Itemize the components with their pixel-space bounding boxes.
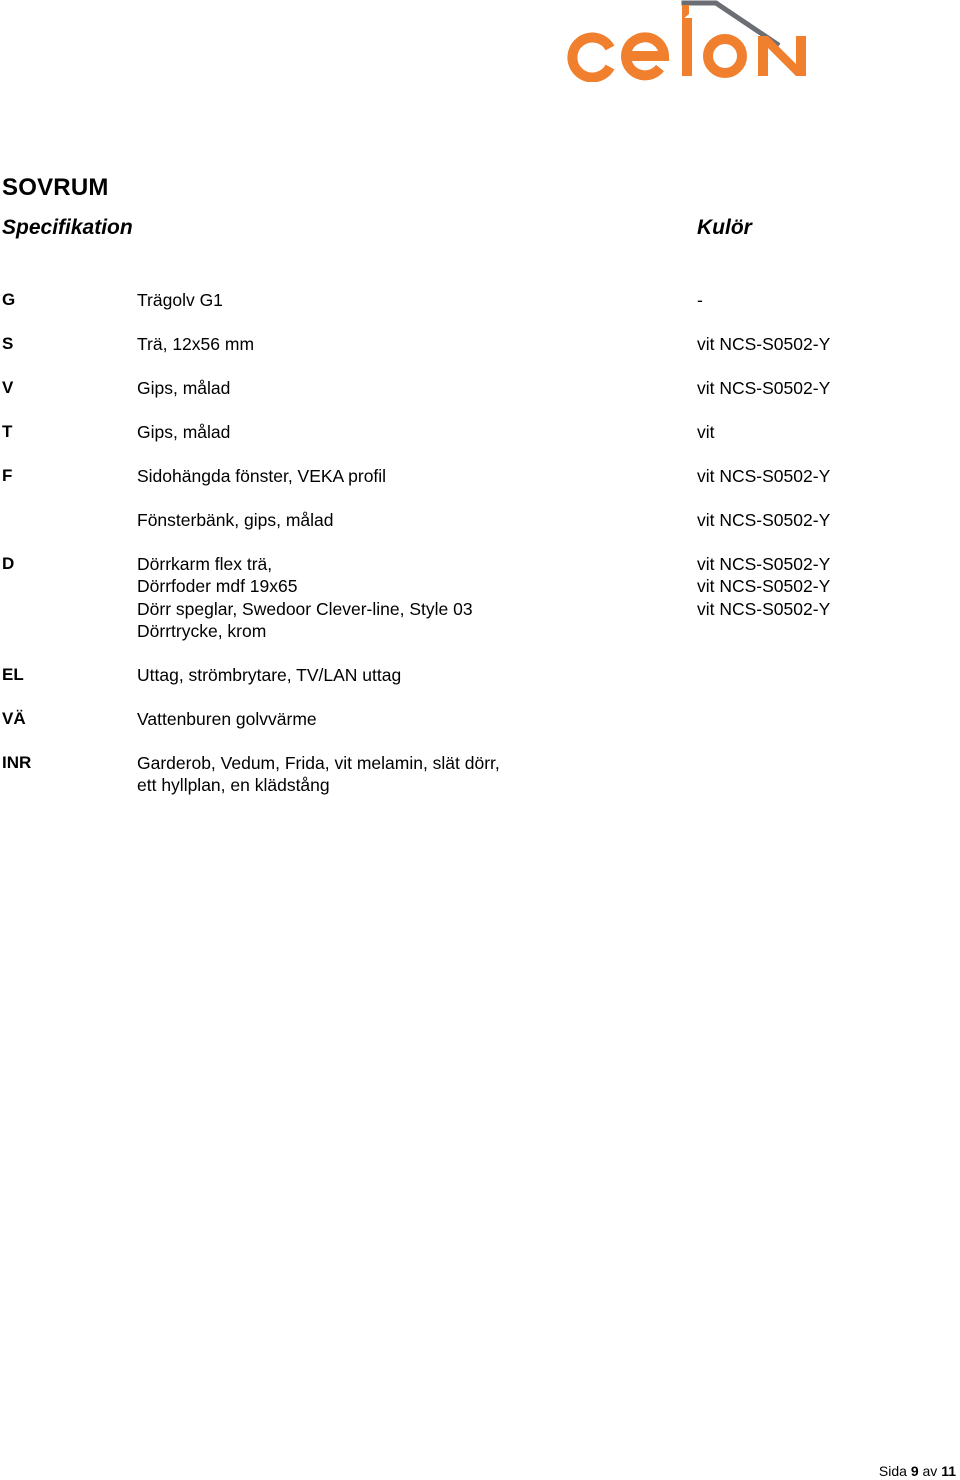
footer-prefix: Sida bbox=[878, 1463, 907, 1479]
row-specification bbox=[137, 289, 223, 311]
specification-line: Garderob, Vedum, Frida, vit melamin, slät dörr, bbox=[137, 753, 500, 773]
color-line: vit NCS-S0502-Y bbox=[697, 576, 831, 597]
row-code: INR bbox=[2, 753, 32, 772]
celon-logo bbox=[556, 0, 824, 82]
color-heading: Kulör bbox=[697, 216, 752, 239]
row-code: S bbox=[2, 334, 14, 353]
color-line: vit NCS-S0502-Y bbox=[697, 334, 831, 354]
row-color bbox=[697, 509, 830, 531]
specification-line: Vattenburen golvvärme bbox=[137, 709, 317, 729]
table-row bbox=[0, 377, 960, 421]
specification-line: Dörrtrycke, krom bbox=[137, 620, 267, 641]
row-specification bbox=[137, 377, 230, 399]
row-color bbox=[697, 333, 830, 355]
celon-logo-graphic bbox=[556, 0, 824, 82]
row-specification bbox=[137, 553, 473, 642]
row-code: D bbox=[2, 554, 15, 573]
row-specification bbox=[137, 708, 317, 730]
table-row bbox=[0, 333, 960, 377]
specification-line: Sidohängda fönster, VEKA profil bbox=[137, 466, 387, 486]
row-code: V bbox=[2, 378, 14, 397]
row-specification bbox=[137, 333, 254, 355]
row-specification bbox=[137, 664, 401, 686]
specification-table bbox=[0, 289, 960, 812]
table-row bbox=[0, 289, 960, 333]
table-row bbox=[0, 664, 960, 708]
row-code: EL bbox=[2, 665, 24, 684]
table-row bbox=[0, 421, 960, 465]
table-row bbox=[0, 752, 960, 812]
specification-line: Dörrfoder mdf 19x65 bbox=[137, 576, 298, 597]
color-line: vit NCS-S0502-Y bbox=[697, 598, 831, 619]
row-color bbox=[697, 289, 703, 311]
row-code: T bbox=[2, 422, 13, 441]
row-specification bbox=[137, 752, 500, 797]
footer-page-number: 9 bbox=[910, 1463, 919, 1479]
specification-line: Dörr speglar, Swedoor Clever-line, Style 03 bbox=[137, 598, 473, 619]
color-line: vit NCS-S0502-Y bbox=[697, 554, 831, 574]
page-footer bbox=[879, 1462, 956, 1480]
row-color bbox=[697, 421, 715, 443]
color-line: vit NCS-S0502-Y bbox=[697, 378, 831, 398]
specification-line: Uttag, strömbrytare, TV/LAN uttag bbox=[137, 665, 402, 685]
specification-line: Trä, 12x56 mm bbox=[137, 334, 255, 354]
row-code: G bbox=[2, 290, 16, 309]
color-line: vit NCS-S0502-Y bbox=[697, 510, 831, 530]
color-line: vit bbox=[697, 422, 715, 442]
specification-line: Dörrkarm flex trä, bbox=[137, 554, 273, 574]
color-line: vit NCS-S0502-Y bbox=[697, 466, 831, 486]
row-color bbox=[697, 553, 830, 620]
footer-page-total: 11 bbox=[941, 1463, 956, 1479]
row-specification bbox=[137, 421, 230, 443]
specification-line: Gips, målad bbox=[137, 378, 231, 398]
specification-line: Trägolv G1 bbox=[137, 290, 223, 310]
footer-of: av bbox=[922, 1463, 938, 1479]
specification-line: Gips, målad bbox=[137, 422, 231, 442]
specification-line: ett hyllplan, en klädstång bbox=[137, 775, 330, 796]
row-color bbox=[697, 377, 830, 399]
page-title: SOVRUM bbox=[2, 174, 109, 201]
row-code: F bbox=[2, 466, 13, 485]
row-specification bbox=[137, 465, 386, 487]
specification-line: Fönsterbänk, gips, målad bbox=[137, 510, 334, 530]
row-code: VÄ bbox=[2, 709, 26, 728]
table-row bbox=[0, 509, 960, 553]
table-row bbox=[0, 708, 960, 752]
table-row bbox=[0, 553, 960, 664]
table-row bbox=[0, 465, 960, 509]
specification-heading: Specifikation bbox=[2, 216, 133, 239]
color-line: - bbox=[697, 290, 703, 310]
row-specification bbox=[137, 509, 334, 531]
row-color bbox=[697, 465, 830, 487]
